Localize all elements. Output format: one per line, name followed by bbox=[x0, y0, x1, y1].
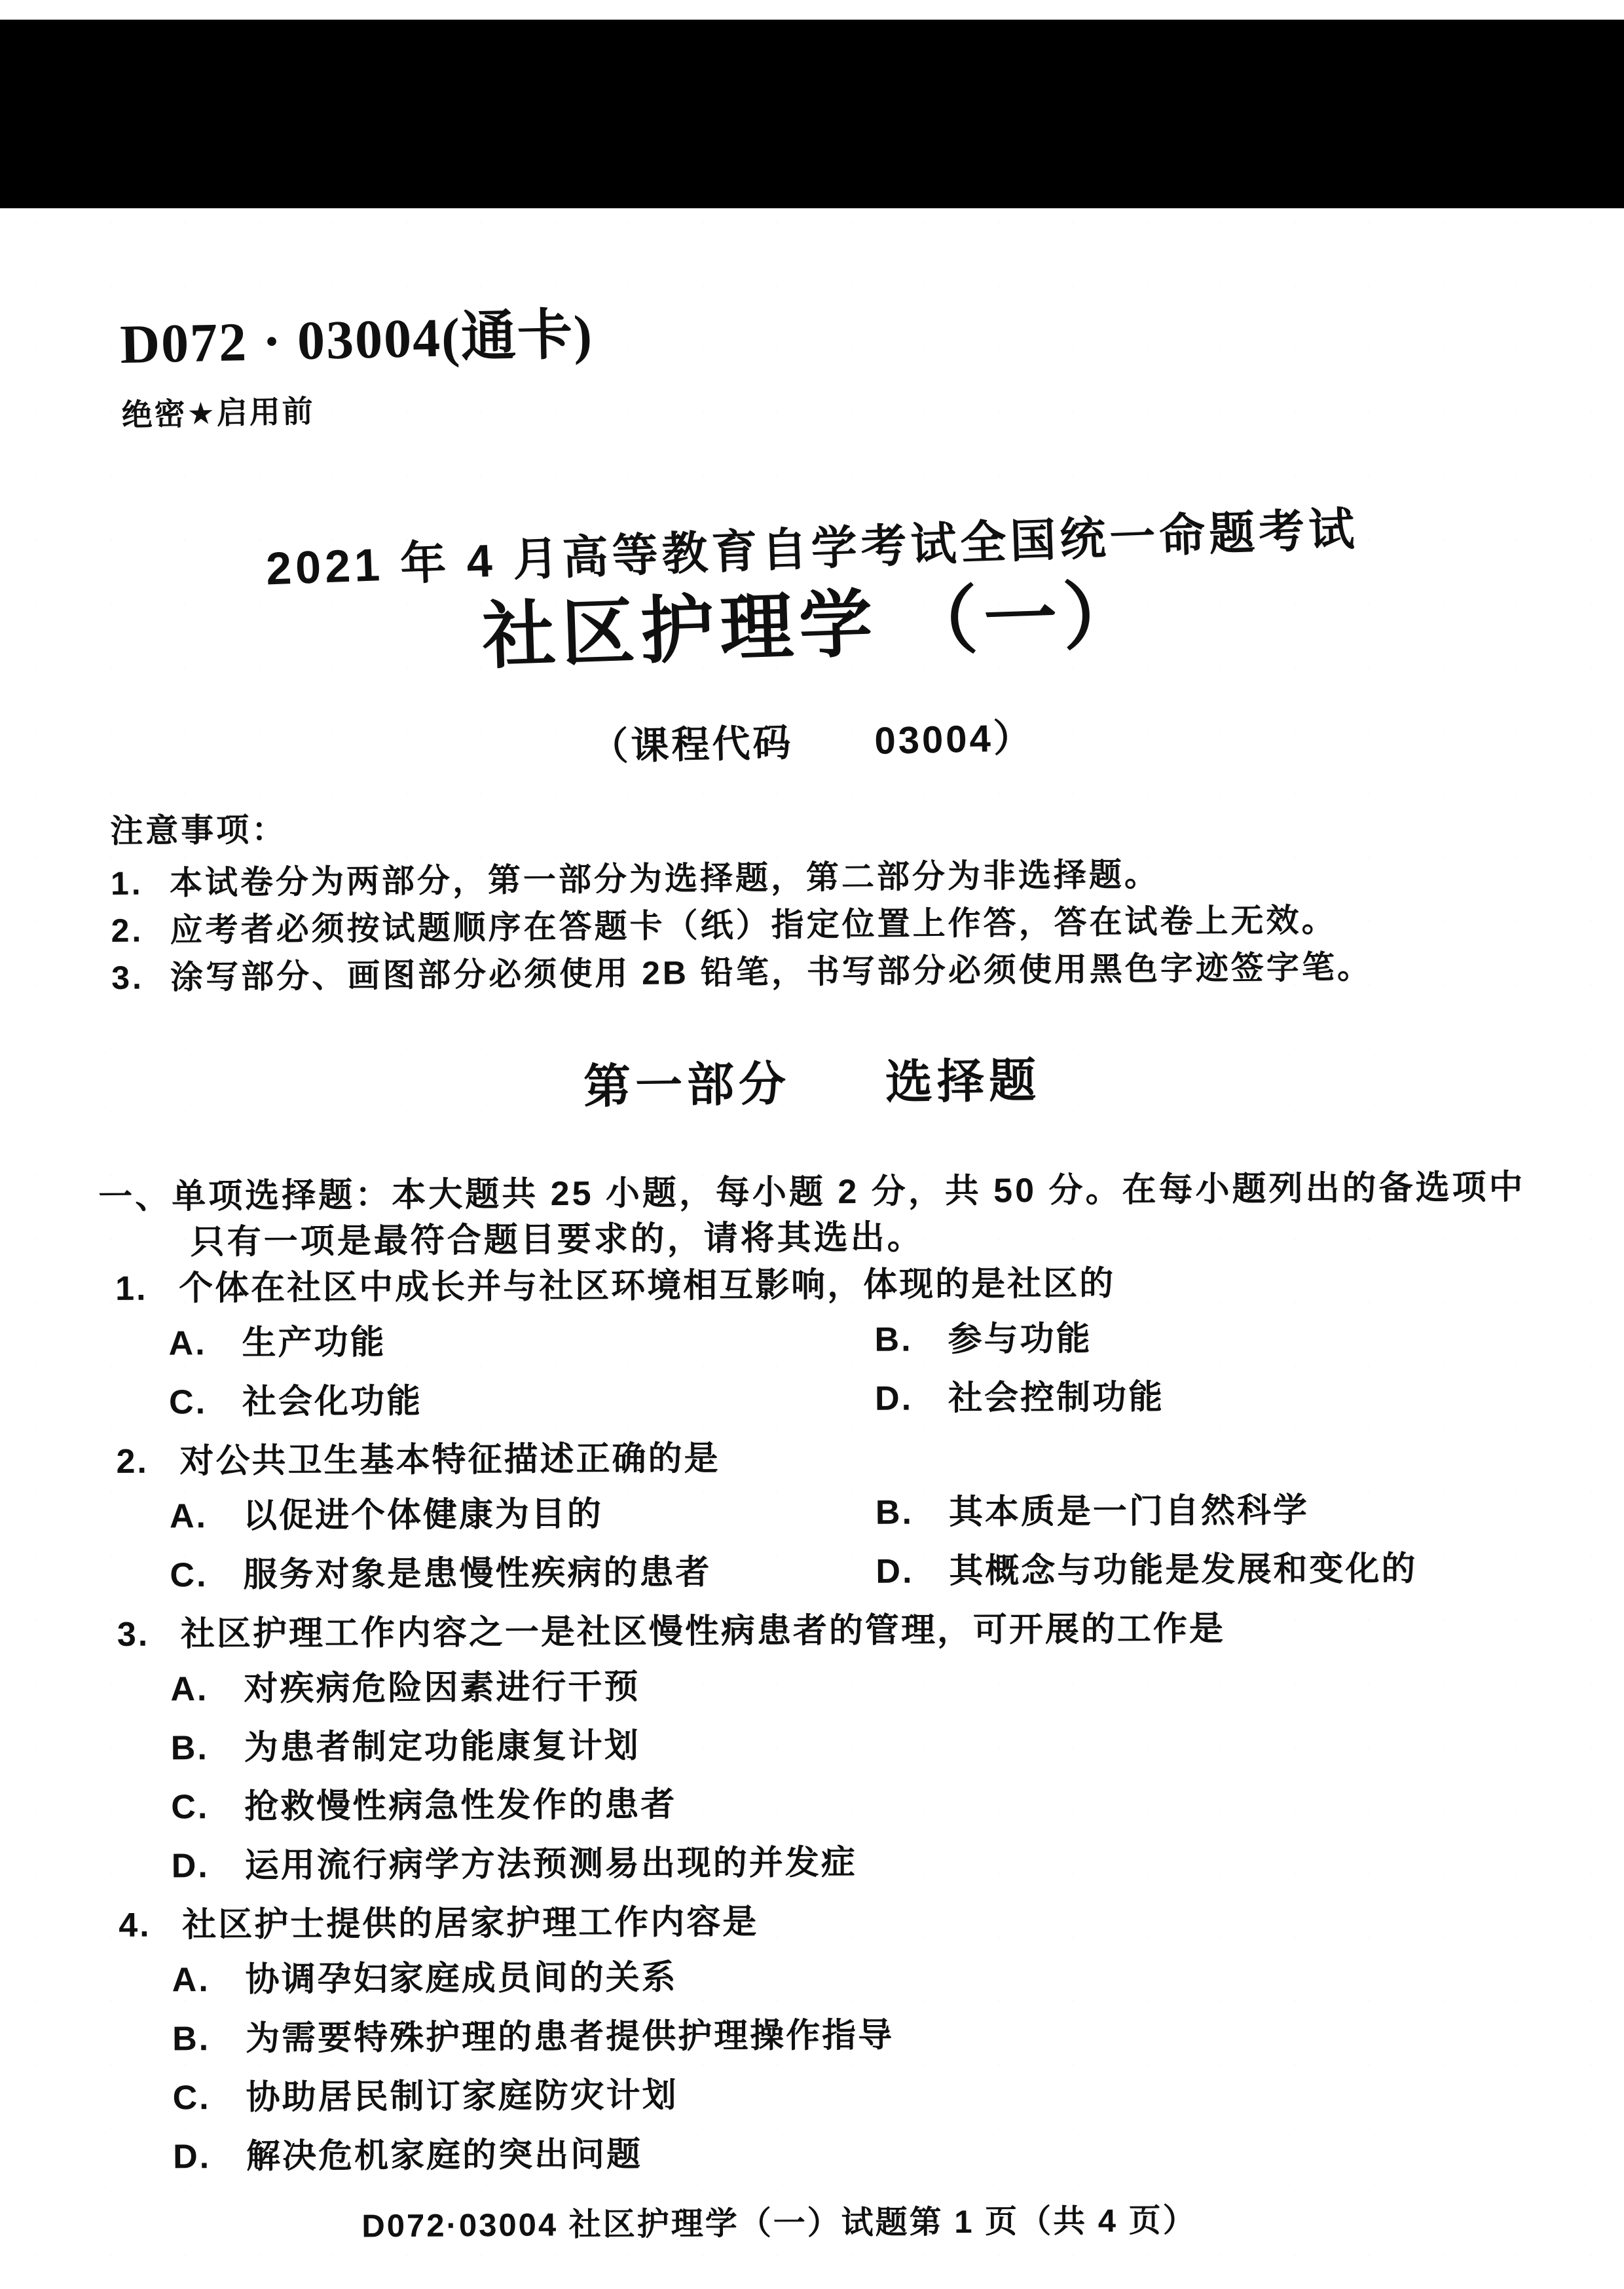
notice-number: 3. bbox=[111, 959, 145, 996]
question-option bbox=[876, 1489, 1599, 1533]
option-letter: D. bbox=[874, 1379, 913, 1418]
heading-gap bbox=[790, 1098, 885, 1100]
instruction-line-1: 一、单项选择题：本大题共 25 小题，每小题 2 分，共 50 分。在每小题列出的备选项中 bbox=[98, 1168, 1526, 1216]
option-letter: B. bbox=[172, 2020, 211, 2058]
option-letter: D. bbox=[171, 1847, 210, 1886]
option-text: 其本质是一门自然科学 bbox=[948, 1491, 1310, 1532]
option-text: 社会控制功能 bbox=[948, 1378, 1165, 1418]
section-instruction bbox=[98, 1166, 1598, 1264]
question-option bbox=[170, 1552, 876, 1595]
option-text: 社会化功能 bbox=[242, 1382, 423, 1421]
question-stem bbox=[100, 1607, 1600, 1654]
notice-item bbox=[111, 945, 1565, 998]
question-number: 1. bbox=[115, 1269, 148, 1308]
option-letter: D. bbox=[876, 1552, 914, 1591]
part1-label: 第一部分 bbox=[583, 1058, 791, 1113]
notice-item bbox=[111, 898, 1564, 951]
option-text: 服务对象是患慢性疾病的患者 bbox=[243, 1554, 712, 1594]
question-1 bbox=[98, 1261, 1598, 1423]
question-number: 2. bbox=[116, 1442, 149, 1481]
instruction-line-2: 只有一项是最符合题目要求的，请将其选出。 bbox=[190, 1218, 924, 1262]
notices-section bbox=[110, 798, 1565, 1005]
notice-number: 1. bbox=[110, 865, 143, 902]
question-option bbox=[172, 1843, 857, 1886]
question-option bbox=[172, 2075, 894, 2118]
question-option bbox=[169, 1379, 875, 1423]
part1-heading bbox=[0, 1034, 1624, 1125]
option-text: 生产功能 bbox=[242, 1323, 386, 1362]
notice-text: 本试卷分为两部分，第一部分为选择题，第二部分为非选择题。 bbox=[169, 856, 1160, 902]
option-text: 解决危机家庭的突出问题 bbox=[246, 2135, 643, 2176]
option-text: 为患者制定功能康复计划 bbox=[244, 1726, 640, 1767]
option-letter: A. bbox=[172, 1961, 210, 2000]
question-options bbox=[170, 1489, 1600, 1595]
option-text: 其概念与功能是发展和变化的 bbox=[949, 1550, 1418, 1591]
question-option bbox=[876, 1548, 1599, 1591]
option-letter: D. bbox=[172, 2138, 212, 2176]
question-stem bbox=[98, 1261, 1598, 1309]
question-stem-text: 对公共卫生基本特征描述正确的是 bbox=[179, 1440, 720, 1481]
question-2 bbox=[99, 1434, 1599, 1595]
part1-name: 选择题 bbox=[885, 1054, 1041, 1109]
exam-session-title: 2021 年 4 月高等教育自学考试全国统一命题考试 bbox=[265, 503, 1359, 595]
question-option bbox=[173, 2134, 895, 2177]
paper-code: D072 · 03004(通卡) bbox=[119, 304, 594, 375]
notice-number: 2. bbox=[111, 912, 144, 949]
option-letter: C. bbox=[168, 1383, 208, 1422]
question-option bbox=[170, 1666, 856, 1709]
option-text: 对疾病危险因素进行干预 bbox=[244, 1667, 640, 1708]
question-stem-text: 个体在社区中成长并与社区环境相互影响，体现的是社区的 bbox=[179, 1264, 1116, 1308]
question-number: 3. bbox=[117, 1615, 150, 1654]
paper-header bbox=[119, 290, 595, 435]
notices-heading: 注意事项： bbox=[110, 811, 287, 849]
question-options bbox=[168, 1316, 1598, 1422]
question-stem bbox=[101, 1898, 1601, 1945]
option-text: 协助居民制订家庭防灾计划 bbox=[246, 2076, 678, 2117]
page-footer: D072·03004 社区护理学（一）试题第 1 页（共 4 页） bbox=[361, 2203, 1197, 2244]
question-number: 4. bbox=[119, 1906, 151, 1945]
option-letter: B. bbox=[875, 1493, 914, 1532]
secrecy-label: 绝密★启用前 bbox=[121, 393, 316, 432]
question-4 bbox=[101, 1898, 1602, 2177]
option-letter: B. bbox=[874, 1320, 913, 1359]
question-option bbox=[172, 2016, 894, 2059]
question-stem-text: 社区护士提供的居家护理工作内容是 bbox=[182, 1903, 759, 1945]
option-text: 抢救慢性病急性发作的患者 bbox=[244, 1785, 677, 1826]
question-stem bbox=[99, 1434, 1598, 1481]
notice-text: 涂写部分、画图部分必须使用 2B 铅笔，书写部分必须使用黑色字迹签字笔。 bbox=[170, 948, 1373, 996]
option-text: 协调孕妇家庭成员间的关系 bbox=[245, 1958, 678, 1999]
option-text: 以促进个体健康为目的 bbox=[242, 1495, 604, 1535]
notice-text: 应考者必须按试题顺序在答题卡（纸）指定位置上作答，答在试卷上无效。 bbox=[170, 901, 1337, 949]
question-options bbox=[170, 1662, 1601, 1886]
question-stem-text: 社区护理工作内容之一是社区慢性病患者的管理，可开展的工作是 bbox=[180, 1609, 1226, 1654]
option-letter: A. bbox=[168, 1324, 207, 1363]
course-code-line: （课程代码 03004） bbox=[589, 716, 1035, 769]
question-option bbox=[875, 1375, 1598, 1419]
option-letter: B. bbox=[170, 1729, 209, 1768]
option-letter: C. bbox=[171, 1788, 210, 1827]
question-options bbox=[172, 1953, 1603, 2176]
question-option bbox=[874, 1316, 1598, 1360]
option-text: 为需要特殊护理的患者提供护理操作指导 bbox=[246, 2016, 895, 2058]
option-text: 参与功能 bbox=[948, 1320, 1092, 1359]
option-letter: C. bbox=[172, 2079, 211, 2117]
questions-section bbox=[98, 1261, 1602, 2197]
question-option bbox=[171, 1784, 857, 1827]
question-option bbox=[171, 1725, 857, 1768]
question-option bbox=[170, 1493, 876, 1536]
option-letter: A. bbox=[170, 1670, 209, 1709]
subject-title: 社区护理学 （一） bbox=[481, 574, 1144, 678]
option-letter: A. bbox=[169, 1497, 208, 1536]
option-text: 运用流行病学方法预测易出现的并发症 bbox=[244, 1843, 857, 1885]
question-option bbox=[172, 1957, 894, 2000]
question-option bbox=[168, 1320, 874, 1364]
option-letter: C. bbox=[170, 1556, 208, 1595]
notice-item bbox=[111, 851, 1564, 904]
question-3 bbox=[100, 1607, 1601, 1886]
scan-black-bar bbox=[0, 20, 1624, 208]
